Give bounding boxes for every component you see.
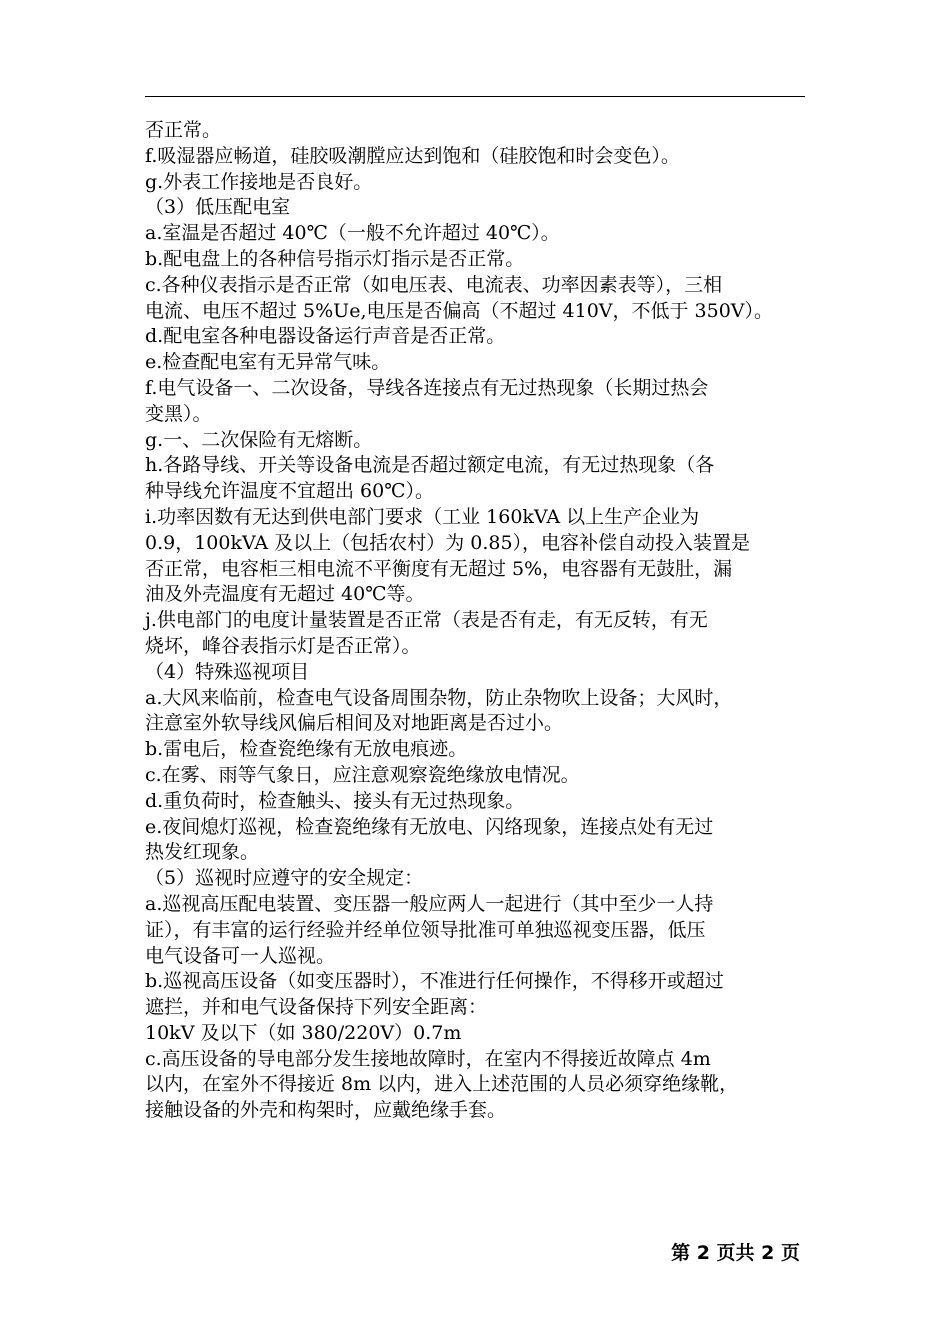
- text-line: 热发红现象。: [145, 841, 260, 864]
- section-heading-5: （5）巡视时应遵守的安全规定：: [145, 867, 424, 890]
- text-line: a.大风来临前，检查电气设备周围杂物，防止杂物吹上设备；大风时，: [145, 686, 733, 709]
- text-line: g.外表工作接地是否良好。: [145, 170, 373, 193]
- text-line: 变黑）。: [145, 402, 212, 425]
- text-line: 烧坏，峰谷表指示灯是否正常）。: [145, 634, 421, 657]
- text-line: f.电气设备一、二次设备，导线各连接点有无过热现象（长期过热会: [145, 376, 709, 399]
- text-line: h.各路导线、开关等设备电流是否超过额定电流，有无过热现象（各: [145, 454, 715, 477]
- header-rule: [145, 96, 805, 97]
- text-line: e.检查配电室有无异常气味。: [145, 351, 391, 374]
- section-heading-4: （4）特殊巡视项目: [145, 660, 310, 683]
- text-line: d.重负荷时，检查触头、接头有无过热现象。: [145, 789, 525, 812]
- text-line: b.巡视高压设备（如变压器时），不准进行任何操作，不得移开或超过: [145, 970, 724, 993]
- text-line: 接触设备的外壳和构架时，应戴绝缘手套。: [145, 1099, 507, 1122]
- text-line: c.各种仪表指示是否正常（如电压表、电流表、功率因素表等），三相: [145, 273, 723, 296]
- text-line: b.雷电后，检查瓷绝缘有无放电痕迹。: [145, 738, 468, 761]
- text-line: i.功率因数有无达到供电部门要求（工业 160kVA 以上生产企业为: [145, 505, 700, 528]
- document-body: [145, 118, 809, 1124]
- text-line: 油及外壳温度有无超过 40℃等。: [145, 583, 425, 606]
- text-line: 注意室外软导线风偏后相间及对地距离是否过小。: [145, 712, 564, 735]
- text-line: c.高压设备的导电部分发生接地故障时，在室内不得接近故障点 4m: [145, 1047, 711, 1070]
- text-line: 证），有丰富的运行经验并经单位领导批准可单独巡视变压器，低压: [145, 918, 706, 941]
- text-line: 否正常。: [145, 119, 222, 141]
- text-line: 电流、电压不超过 5%Ue,电压是否偏高（不超过 410V，不低于 350V）。: [145, 299, 774, 322]
- text-line: j.供电部门的电度计量装置是否正常（表是否有走，有无反转，有无: [145, 609, 708, 632]
- text-line: 遮拦，并和电气设备保持下列安全距离：: [145, 996, 488, 1019]
- text-line: d.配电室各种电器设备运行声音是否正常。: [145, 325, 506, 348]
- text-line: 否正常，电容柜三相电流不平衡度有无超过 5%，电容器有无鼓肚，漏: [145, 557, 733, 580]
- text-line: f.吸湿器应畅道，硅胶吸潮膛应达到饱和（硅胶饱和时会变色）。: [145, 144, 680, 167]
- text-line: a.室温是否超过 40℃（一般不允许超过 40℃）。: [145, 222, 560, 245]
- text-line: b.配电盘上的各种信号指示灯指示是否正常。: [145, 247, 525, 270]
- text-line: a.巡视高压配电装置、变压器一般应两人一起进行（其中至少一人持: [145, 892, 714, 915]
- page-number: 第 2 页共 2 页: [671, 1242, 800, 1264]
- text-line: 电气设备可一人巡视。: [145, 944, 336, 967]
- text-line: 0.9，100kVA 及以上（包括农村）为 0.85），电容补偿自动投入装置是: [145, 531, 751, 554]
- text-line: 10kV 及以下（如 380/220V）0.7m: [145, 1021, 462, 1044]
- text-line: 以内，在室外不得接近 8m 以内，进入上述范围的人员必须穿绝缘靴，: [145, 1073, 739, 1096]
- text-line: e.夜间熄灯巡视，检查瓷绝缘有无放电、闪络现象，连接点处有无过: [145, 815, 714, 838]
- text-line: g.一、二次保险有无熔断。: [145, 428, 373, 451]
- text-line: c.在雾、雨等气象日，应注意观察瓷绝缘放电情况。: [145, 763, 580, 786]
- section-heading-3: （3）低压配电室: [145, 196, 291, 219]
- text-line: 种导线允许温度不宜超出 60℃）。: [145, 480, 434, 503]
